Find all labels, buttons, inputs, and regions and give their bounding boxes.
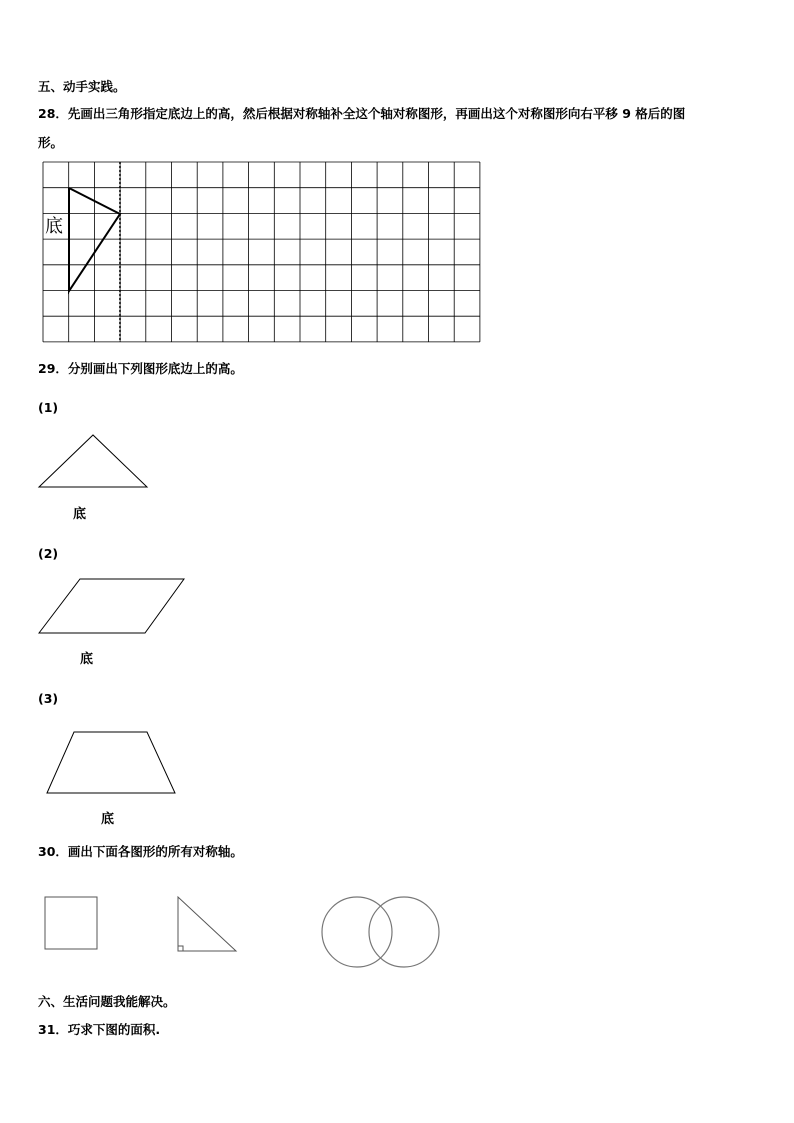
section-5-heading: 五、动手实践。 (38, 79, 126, 94)
q29-part1-base-label: 底 (73, 507, 87, 522)
right-triangle-shape (178, 897, 236, 951)
q30-text: 30．画出下面各图形的所有对称轴。 (38, 844, 243, 859)
q29-part2-number: (2) (38, 546, 59, 561)
q29-part1-number: (1) (38, 400, 59, 415)
q31-text: 31．巧求下图的面积. (38, 1022, 161, 1037)
q28-text-line2: 形。 (38, 135, 64, 150)
square-shape (45, 897, 97, 949)
section-6-heading: 六、生活问题我能解决。 (38, 994, 176, 1009)
q29-part3-number: (3) (38, 691, 59, 706)
right-circle (369, 897, 439, 967)
q29-text: 29．分别画出下列图形底边上的高。 (38, 361, 243, 376)
q29-part3-base-label: 底 (101, 812, 115, 827)
q29-part2-base-label: 底 (80, 652, 94, 667)
q28-text-line1: 28．先画出三角形指定底边上的高，然后根据对称轴补全这个轴对称图形，再画出这个对称图形向右平移 9 格后的图 (38, 106, 686, 121)
left-circle (322, 897, 392, 967)
q28-base-label: 底 (45, 216, 63, 237)
